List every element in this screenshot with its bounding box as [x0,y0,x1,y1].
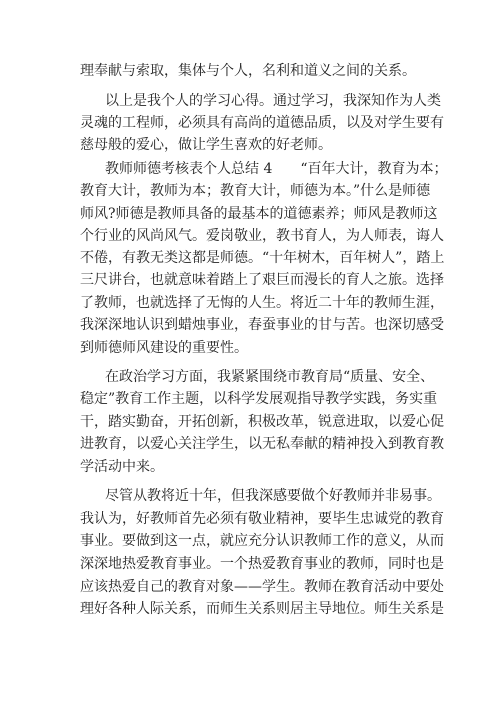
text-line: 慈母般的爱心，做让学生喜欢的好老师。 [80,137,332,153]
text-line: 应该热爱自己的教育对象——学生。教师在教育活动中要处 [80,579,444,595]
text-line: 干，踏实勤奋，开拓创新，积极改革，锐意进取，以爱心促 [80,414,444,430]
text-line: 以上是我个人的学习心得。通过学习，我深知作为人类 [105,93,441,109]
text-line: 理好各种人际关系，而师生关系则居主导地位。师生关系是 [80,601,444,617]
text-line: 稳定”教育工作主题，以科学发展观指导教学实践，务实重 [80,391,438,407]
text-line: 个行业的风尚风气。爱岗敬业，教书育人，为人师表，诲人 [80,228,444,244]
text-line: 尽管从教将近十年，但我深感要做个好教师并非易事。 [105,488,441,504]
text-line: 深深地热爱教育事业。一个热爱教育事业的教师，同时也是 [80,556,444,572]
text-line: 师风?师德是教师具备的最基本的道德素养；师风是教师这 [80,206,438,222]
text-line: 教育大计，教师为本；教育大计，师德为本。”什么是师德 [80,183,431,199]
text-line: 理奉献与索取，集体与个人，名利和道义之间的关系。 [80,63,416,79]
text-line: 了教师，也就选择了无悔的人生。将近二十年的教师生涯， [80,295,444,311]
text-line: 到师德师风建设的重要性。 [80,340,248,356]
text-line: 我深深地认识到蜡烛事业，春蚕事业的甘与苦。也深切感受 [80,317,444,333]
text-line: 在政治学习方面，我紧紧围绕市教育局“质量、安全、 [105,369,435,385]
text-line: 我认为，好教师首先必须有敬业精神，要毕生忠诚党的教育 [80,511,444,527]
text-line: 不倦，有教无类这都是师德。“十年树木，百年树人”，踏上 [80,250,445,266]
text-line: 事业。要做到这一点，就应充分认识教师工作的意义，从而 [80,533,444,549]
text-line: 进教育，以爱心关注学生，以无私奉献的精神投入到教育教 [80,436,444,452]
text-line: 三尺讲台，也就意味着踏上了艰巨而漫长的育人之旅。选择 [80,272,444,288]
text-line: 学活动中来。 [80,459,164,475]
text-line: 教师师德考核表个人总结 4 “百年大计，教育为本； [105,161,448,177]
text-line: 灵魂的工程师，必须具有高尚的道德品质，以及对学生要有 [80,115,444,131]
